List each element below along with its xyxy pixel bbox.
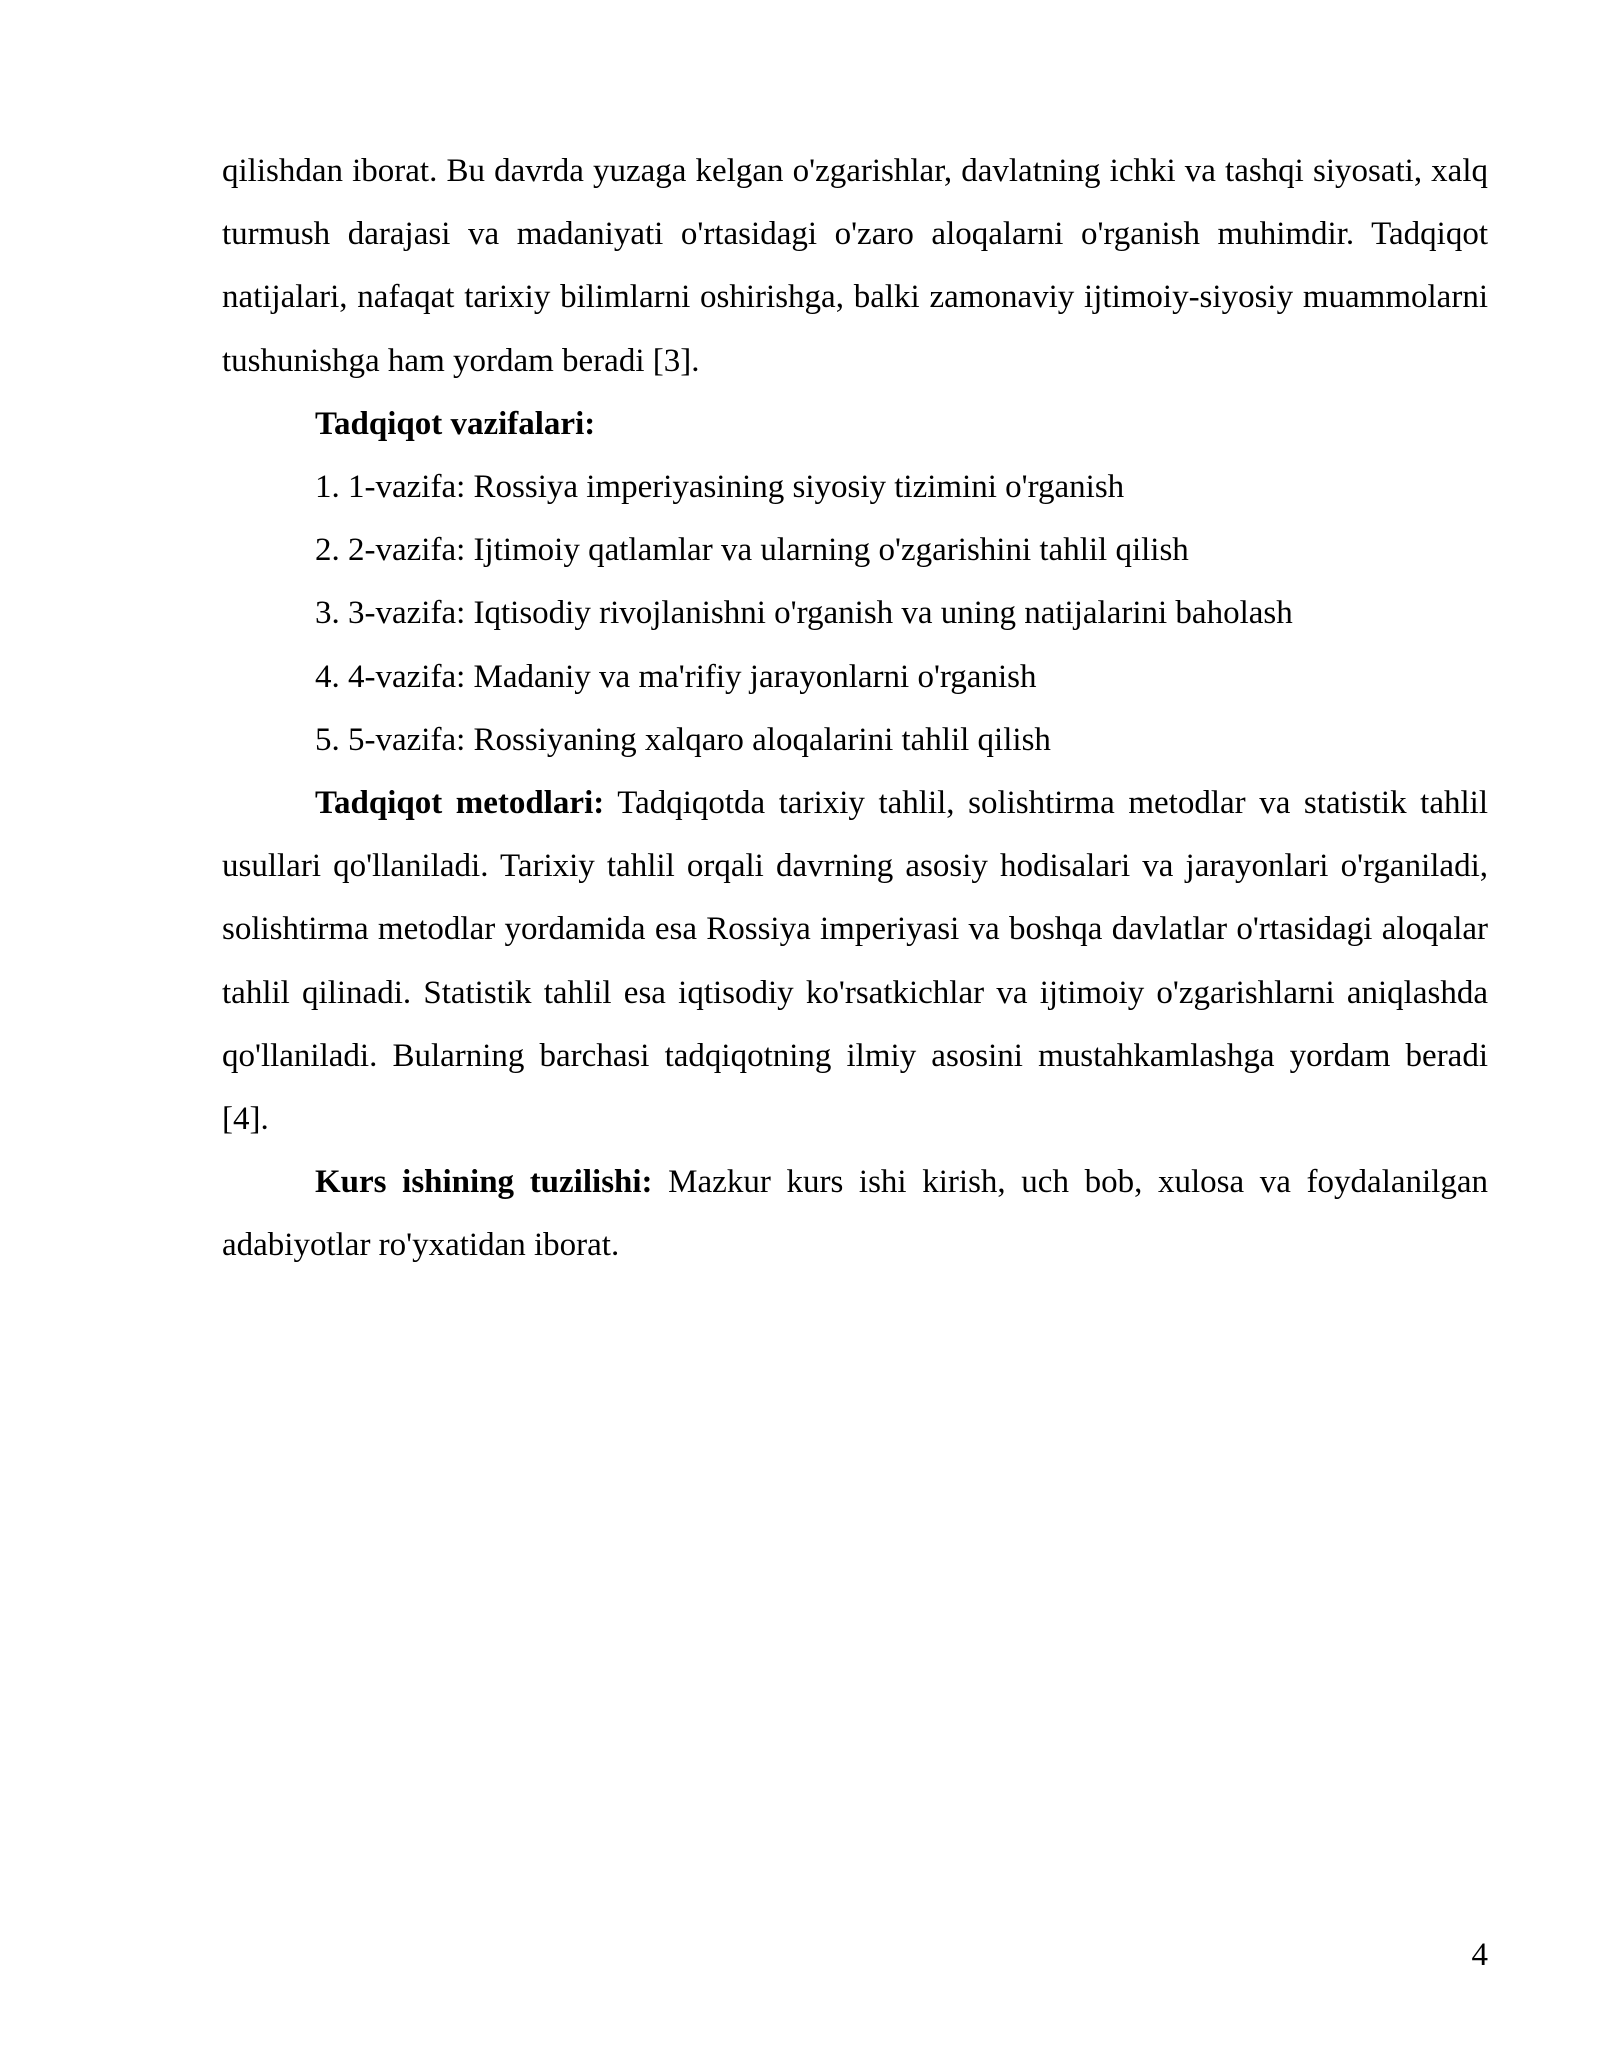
task-item-4: 4. 4-vazifa: Madaniy va ma'rifiy jarayonlarni o'rganish xyxy=(315,658,1037,695)
structure-text: Mazkur kurs ishi kirish, uch bob, xulosa va foydalanilgan adabiyotlar ro'yxatidan iborat. xyxy=(222,1164,1488,1264)
structure-paragraph xyxy=(222,1151,1488,1277)
tasks-heading: Tadqiqot vazifalari: xyxy=(315,405,596,442)
methods-text: Tadqiqotda tarixiy tahlil, solishtirma metodlar va statistik tahlil usullari qo'llaniladi. Tarixiy tahlil orqali davrning asosiy hodisalari va jarayonlari o'rganiladi, solishtirma metodlar yordamida esa Rossiya imperiyasi va boshqa davlatlar o'rtasidagi aloqalar tahlil qilinadi. Statistik tahlil esa iqtisodiy ko'rsatkichlar va ijtimoiy o'zgarishlarni aniqlashda qo'llaniladi. Bularning barchasi tadqiqotning ilmiy asosini mustahkamlashga yordam beradi [4]. xyxy=(222,785,1488,1138)
intro-paragraph: qilishdan iborat. Bu davrda yuzaga kelgan o'zgarishlar, davlatning ichki va tashqi siyosati, xalq turmush darajasi va madaniyati o'rtasidagi o'zaro aloqalarni o'rganish muhimdir. Tadqiqot natijalari, nafaqat tarixiy bilimlarni oshirishga, balki zamonaviy ijtimoiy-siyosiy muammolarni tushunishga ham yordam beradi [3]. xyxy=(222,153,1488,379)
task-item-5: 5. 5-vazifa: Rossiyaning xalqaro aloqalarini tahlil qilish xyxy=(315,721,1051,758)
document-page xyxy=(222,140,1488,1278)
methods-heading: Tadqiqot metodlari: xyxy=(315,785,605,822)
page-number: 4 xyxy=(1471,1937,1488,1973)
methods-paragraph xyxy=(222,772,1488,1151)
task-item-1: 1. 1-vazifa: Rossiya imperiyasining siyosiy tizimini o'rganish xyxy=(315,469,1125,506)
task-item-3: 3. 3-vazifa: Iqtisodiy rivojlanishni o'rganish va uning natijalarini baholash xyxy=(315,595,1293,632)
tasks-list xyxy=(222,456,1488,772)
task-item-2: 2. 2-vazifa: Ijtimoiy qatlamlar va ularning o'zgarishini tahlil qilish xyxy=(315,532,1189,569)
structure-heading: Kurs ishining tuzilishi: xyxy=(315,1164,653,1201)
